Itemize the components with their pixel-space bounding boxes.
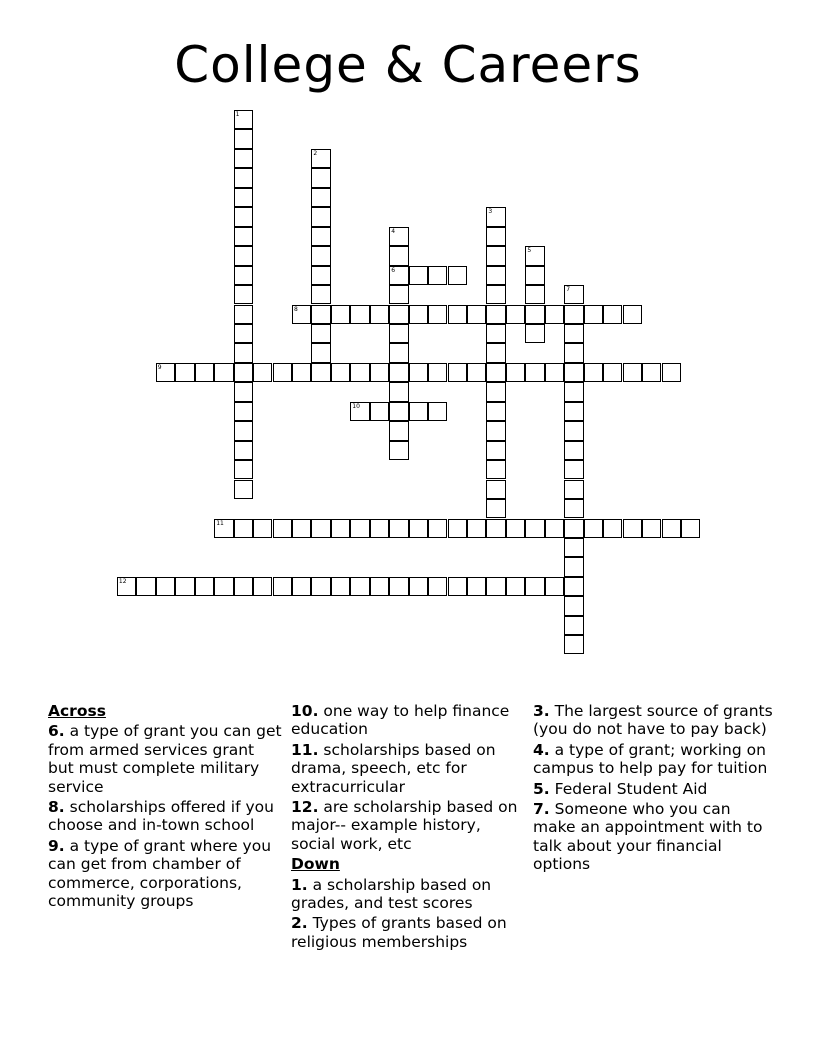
grid-cell[interactable] [292,305,311,324]
grid-cell[interactable] [409,266,428,285]
grid-cell[interactable] [603,305,622,324]
grid-cell[interactable] [234,207,253,226]
clue-number: 1. [291,875,308,894]
clue-text: a scholarship based on grades, and test scores [291,875,492,913]
grid-cell[interactable] [214,519,233,538]
clue-number: 7. [533,800,550,819]
grid-cell[interactable] [564,519,583,538]
grid-cell[interactable] [486,305,505,324]
grid-cell[interactable] [350,519,369,538]
grid-cell[interactable] [370,305,389,324]
grid-cell[interactable] [234,363,253,382]
grid-cell[interactable] [623,363,642,382]
grid-cell[interactable] [234,149,253,168]
grid-cell[interactable] [389,305,408,324]
grid-cell[interactable] [486,285,505,304]
grid-cell[interactable] [486,382,505,401]
grid-cell[interactable] [467,305,486,324]
clue-text: scholarships offered if you choose and in-town school [48,798,274,835]
grid-cell[interactable] [506,305,525,324]
grid-cell[interactable] [273,363,292,382]
clue-down-4 [533,741,773,778]
clue-text: a type of grant; working on campus to help pay for tuition [533,740,768,778]
grid-cell[interactable] [350,305,369,324]
clue-text: a type of grant where you can get from chamber of commerce, corporations, community groups [48,836,272,911]
grid-cell[interactable] [234,285,253,304]
grid-cell[interactable] [486,207,505,226]
grid-cell[interactable] [467,577,486,596]
grid-cell[interactable] [253,577,272,596]
grid-cell[interactable] [234,188,253,207]
grid-cell[interactable] [350,402,369,421]
grid-cell[interactable] [234,168,253,187]
grid-cell[interactable] [486,324,505,343]
grid-cell[interactable] [234,227,253,246]
grid-cell[interactable] [448,577,467,596]
clue-text: The largest source of grants (you do not have to pay back) [533,702,773,739]
grid-cell[interactable] [486,460,505,479]
grid-cell[interactable] [331,577,350,596]
clue-number: 4. [533,740,550,759]
grid-cell[interactable] [370,577,389,596]
grid-cell[interactable] [389,382,408,401]
grid-cell[interactable] [486,499,505,518]
clue-number: 8. [48,798,65,817]
cell-number: 11 [216,519,224,527]
cell-number: 5 [527,247,532,255]
grid-cell[interactable] [331,519,350,538]
grid-cell[interactable] [234,402,253,421]
grid-cell[interactable] [253,519,272,538]
grid-cell[interactable] [175,363,194,382]
cell-number: 9 [157,363,162,371]
grid-cell[interactable] [409,305,428,324]
grid-cell[interactable] [234,305,253,324]
clue-number: 9. [48,836,65,855]
grid-cell[interactable] [370,519,389,538]
grid-cell[interactable] [234,382,253,401]
grid-cell[interactable] [253,363,272,382]
grid-cell[interactable] [467,519,486,538]
grid-cell[interactable] [234,460,253,479]
cell-number: 1 [235,111,240,118]
grid-cell[interactable] [525,305,544,324]
cell-number: 12 [118,577,127,585]
grid-cell[interactable] [195,363,214,382]
across-heading: Across [48,702,106,720]
grid-cell[interactable] [506,363,525,382]
clue-text: one way to help finance education [291,702,510,739]
grid-cell[interactable] [564,421,583,440]
clue-number: 2. [291,914,308,933]
grid-cell[interactable] [350,577,369,596]
grid-cell[interactable] [311,343,330,362]
grid-cell[interactable] [311,266,330,285]
grid-cell[interactable] [564,343,583,362]
clue-down-2 [291,914,526,951]
grid-cell[interactable] [311,285,330,304]
grid-cell[interactable] [234,110,253,129]
grid-cell[interactable] [486,421,505,440]
grid-cell[interactable] [486,519,505,538]
cell-number: 10 [352,402,360,410]
down-heading: Down [291,855,340,874]
grid-cell[interactable] [662,519,681,538]
grid-cell[interactable] [214,363,233,382]
grid-cell[interactable] [234,246,253,265]
cell-number: 8 [294,305,298,313]
grid-cell[interactable] [273,577,292,596]
grid-cell[interactable] [525,246,544,265]
grid-cell[interactable] [564,596,583,615]
cell-number: 2 [313,149,318,157]
grid-cell[interactable] [389,227,408,246]
grid-cell[interactable] [311,188,330,207]
clue-number: 5. [533,779,550,798]
grid-cell[interactable] [428,577,447,596]
grid-cell[interactable] [234,324,253,343]
clue-across-6 [48,722,283,796]
grid-cell[interactable] [642,519,661,538]
cell-number: 7 [566,286,571,293]
grid-cell[interactable] [389,441,408,460]
grid-cell[interactable] [195,577,214,596]
grid-cell[interactable] [428,305,447,324]
grid-cell[interactable] [486,246,505,265]
grid-cell[interactable] [117,577,136,596]
grid-cell[interactable] [525,285,544,304]
grid-cell[interactable] [311,246,330,265]
grid-cell[interactable] [564,499,583,518]
clue-number: 10. [291,702,319,720]
grid-cell[interactable] [234,266,253,285]
grid-cell[interactable] [389,519,408,538]
grid-cell[interactable] [234,441,253,460]
grid-cell[interactable] [525,324,544,343]
grid-cell[interactable] [273,519,292,538]
grid-cell[interactable] [545,577,564,596]
clue-number: 12. [291,798,319,817]
grid-cell[interactable] [506,519,525,538]
grid-cell[interactable] [156,577,175,596]
grid-cell[interactable] [564,305,583,324]
grid-cell[interactable] [389,324,408,343]
cell-number: 3 [488,208,493,216]
clue-down-1 [291,876,526,913]
grid-cell[interactable] [350,363,369,382]
grid-cell[interactable] [331,363,350,382]
clues-column-3 [533,702,773,876]
grid-cell[interactable] [486,363,505,382]
grid-cell[interactable] [448,266,467,285]
grid-cell[interactable] [428,402,447,421]
grid-cell[interactable] [486,227,505,246]
grid-cell[interactable] [409,519,428,538]
grid-cell[interactable] [311,363,330,382]
grid-cell[interactable] [564,285,583,304]
grid-cell[interactable] [584,305,603,324]
grid-cell[interactable] [486,441,505,460]
grid-cell[interactable] [156,363,175,382]
grid-cell[interactable] [564,538,583,557]
grid-cell[interactable] [175,577,194,596]
grid-cell[interactable] [234,577,253,596]
grid-cell[interactable] [448,519,467,538]
cell-number: 4 [391,227,396,235]
clue-text: are scholarship based on major-- example history, social work, etc [291,798,518,853]
grid-cell[interactable] [525,519,544,538]
grid-cell[interactable] [292,577,311,596]
grid-cell[interactable] [234,421,253,440]
grid-cell[interactable] [214,577,233,596]
grid-cell[interactable] [409,363,428,382]
grid-cell[interactable] [564,577,583,596]
grid-cell[interactable] [311,324,330,343]
grid-cell[interactable] [448,363,467,382]
grid-cell[interactable] [564,635,583,654]
grid-cell[interactable] [545,305,564,324]
grid-cell[interactable] [389,577,408,596]
clue-text: a type of grant you can get from armed services grant but must complete military service [48,722,282,796]
clue-text: Someone who you can make an appointment with to talk about your financial options [533,800,763,874]
grid-cell[interactable] [525,577,544,596]
grid-cell[interactable] [136,577,155,596]
grid-cell[interactable] [389,266,408,285]
clue-number: 3. [533,702,550,720]
clue-down-5 [533,780,773,798]
grid-cell[interactable] [486,266,505,285]
grid-cell[interactable] [603,363,622,382]
clue-text: scholarships based on drama, speech, etc for extracurricular [291,740,496,796]
grid-cell[interactable] [311,577,330,596]
grid-cell[interactable] [662,363,681,382]
grid-cell[interactable] [370,363,389,382]
clues-column-2 [291,702,526,953]
grid-cell[interactable] [389,421,408,440]
grid-cell[interactable] [486,577,505,596]
grid-cell[interactable] [234,343,253,362]
clue-text: Types of grants based on religious memberships [291,914,507,951]
grid-cell[interactable] [564,460,583,479]
grid-cell[interactable] [311,168,330,187]
clue-down-7 [533,800,773,874]
grid-cell[interactable] [564,324,583,343]
grid-cell[interactable] [486,480,505,499]
grid-cell[interactable] [603,519,622,538]
grid-cell[interactable] [428,363,447,382]
grid-cell[interactable] [681,519,700,538]
grid-cell[interactable] [486,343,505,362]
grid-cell[interactable] [311,207,330,226]
grid-cell[interactable] [486,402,505,421]
grid-cell[interactable] [642,363,661,382]
grid-cell[interactable] [623,305,642,324]
grid-cell[interactable] [311,149,330,168]
grid-cell[interactable] [584,363,603,382]
grid-cell[interactable] [428,266,447,285]
grid-cell[interactable] [234,519,253,538]
grid-cell[interactable] [409,577,428,596]
grid-cell[interactable] [311,519,330,538]
grid-cell[interactable] [467,363,486,382]
grid-cell[interactable] [389,343,408,362]
grid-cell[interactable] [525,363,544,382]
grid-cell[interactable] [389,246,408,265]
grid-cell[interactable] [545,519,564,538]
grid-cell[interactable] [623,519,642,538]
clue-text: Federal Student Aid [554,779,708,798]
grid-cell[interactable] [448,305,467,324]
clue-across-9 [48,837,283,911]
grid-cell[interactable] [234,129,253,148]
grid-cell[interactable] [428,519,447,538]
grid-cell[interactable] [311,227,330,246]
grid-cell[interactable] [234,480,253,499]
grid-cell[interactable] [409,402,428,421]
grid-cell[interactable] [545,363,564,382]
grid-cell[interactable] [292,519,311,538]
clues-column-1 [48,702,283,912]
clue-across-12 [291,798,526,853]
clue-across-11 [291,741,526,796]
clue-down-3 [533,702,773,739]
grid-cell[interactable] [564,557,583,576]
grid-cell[interactable] [584,519,603,538]
grid-cell[interactable] [331,305,350,324]
grid-cell[interactable] [564,616,583,635]
grid-cell[interactable] [292,363,311,382]
grid-cell[interactable] [525,266,544,285]
grid-cell[interactable] [389,402,408,421]
grid-cell[interactable] [564,480,583,499]
grid-cell[interactable] [389,363,408,382]
grid-cell[interactable] [564,402,583,421]
clue-number: 11. [291,740,319,759]
cell-number: 6 [391,266,396,274]
puzzle-title: College & Careers [174,36,642,94]
grid-cell[interactable] [564,382,583,401]
grid-cell[interactable] [389,285,408,304]
grid-cell[interactable] [311,305,330,324]
grid-cell[interactable] [564,441,583,460]
grid-cell[interactable] [506,577,525,596]
clue-number: 6. [48,722,65,741]
clue-across-10 [291,702,526,739]
grid-cell[interactable] [564,363,583,382]
grid-cell[interactable] [370,402,389,421]
clue-across-8 [48,798,283,835]
